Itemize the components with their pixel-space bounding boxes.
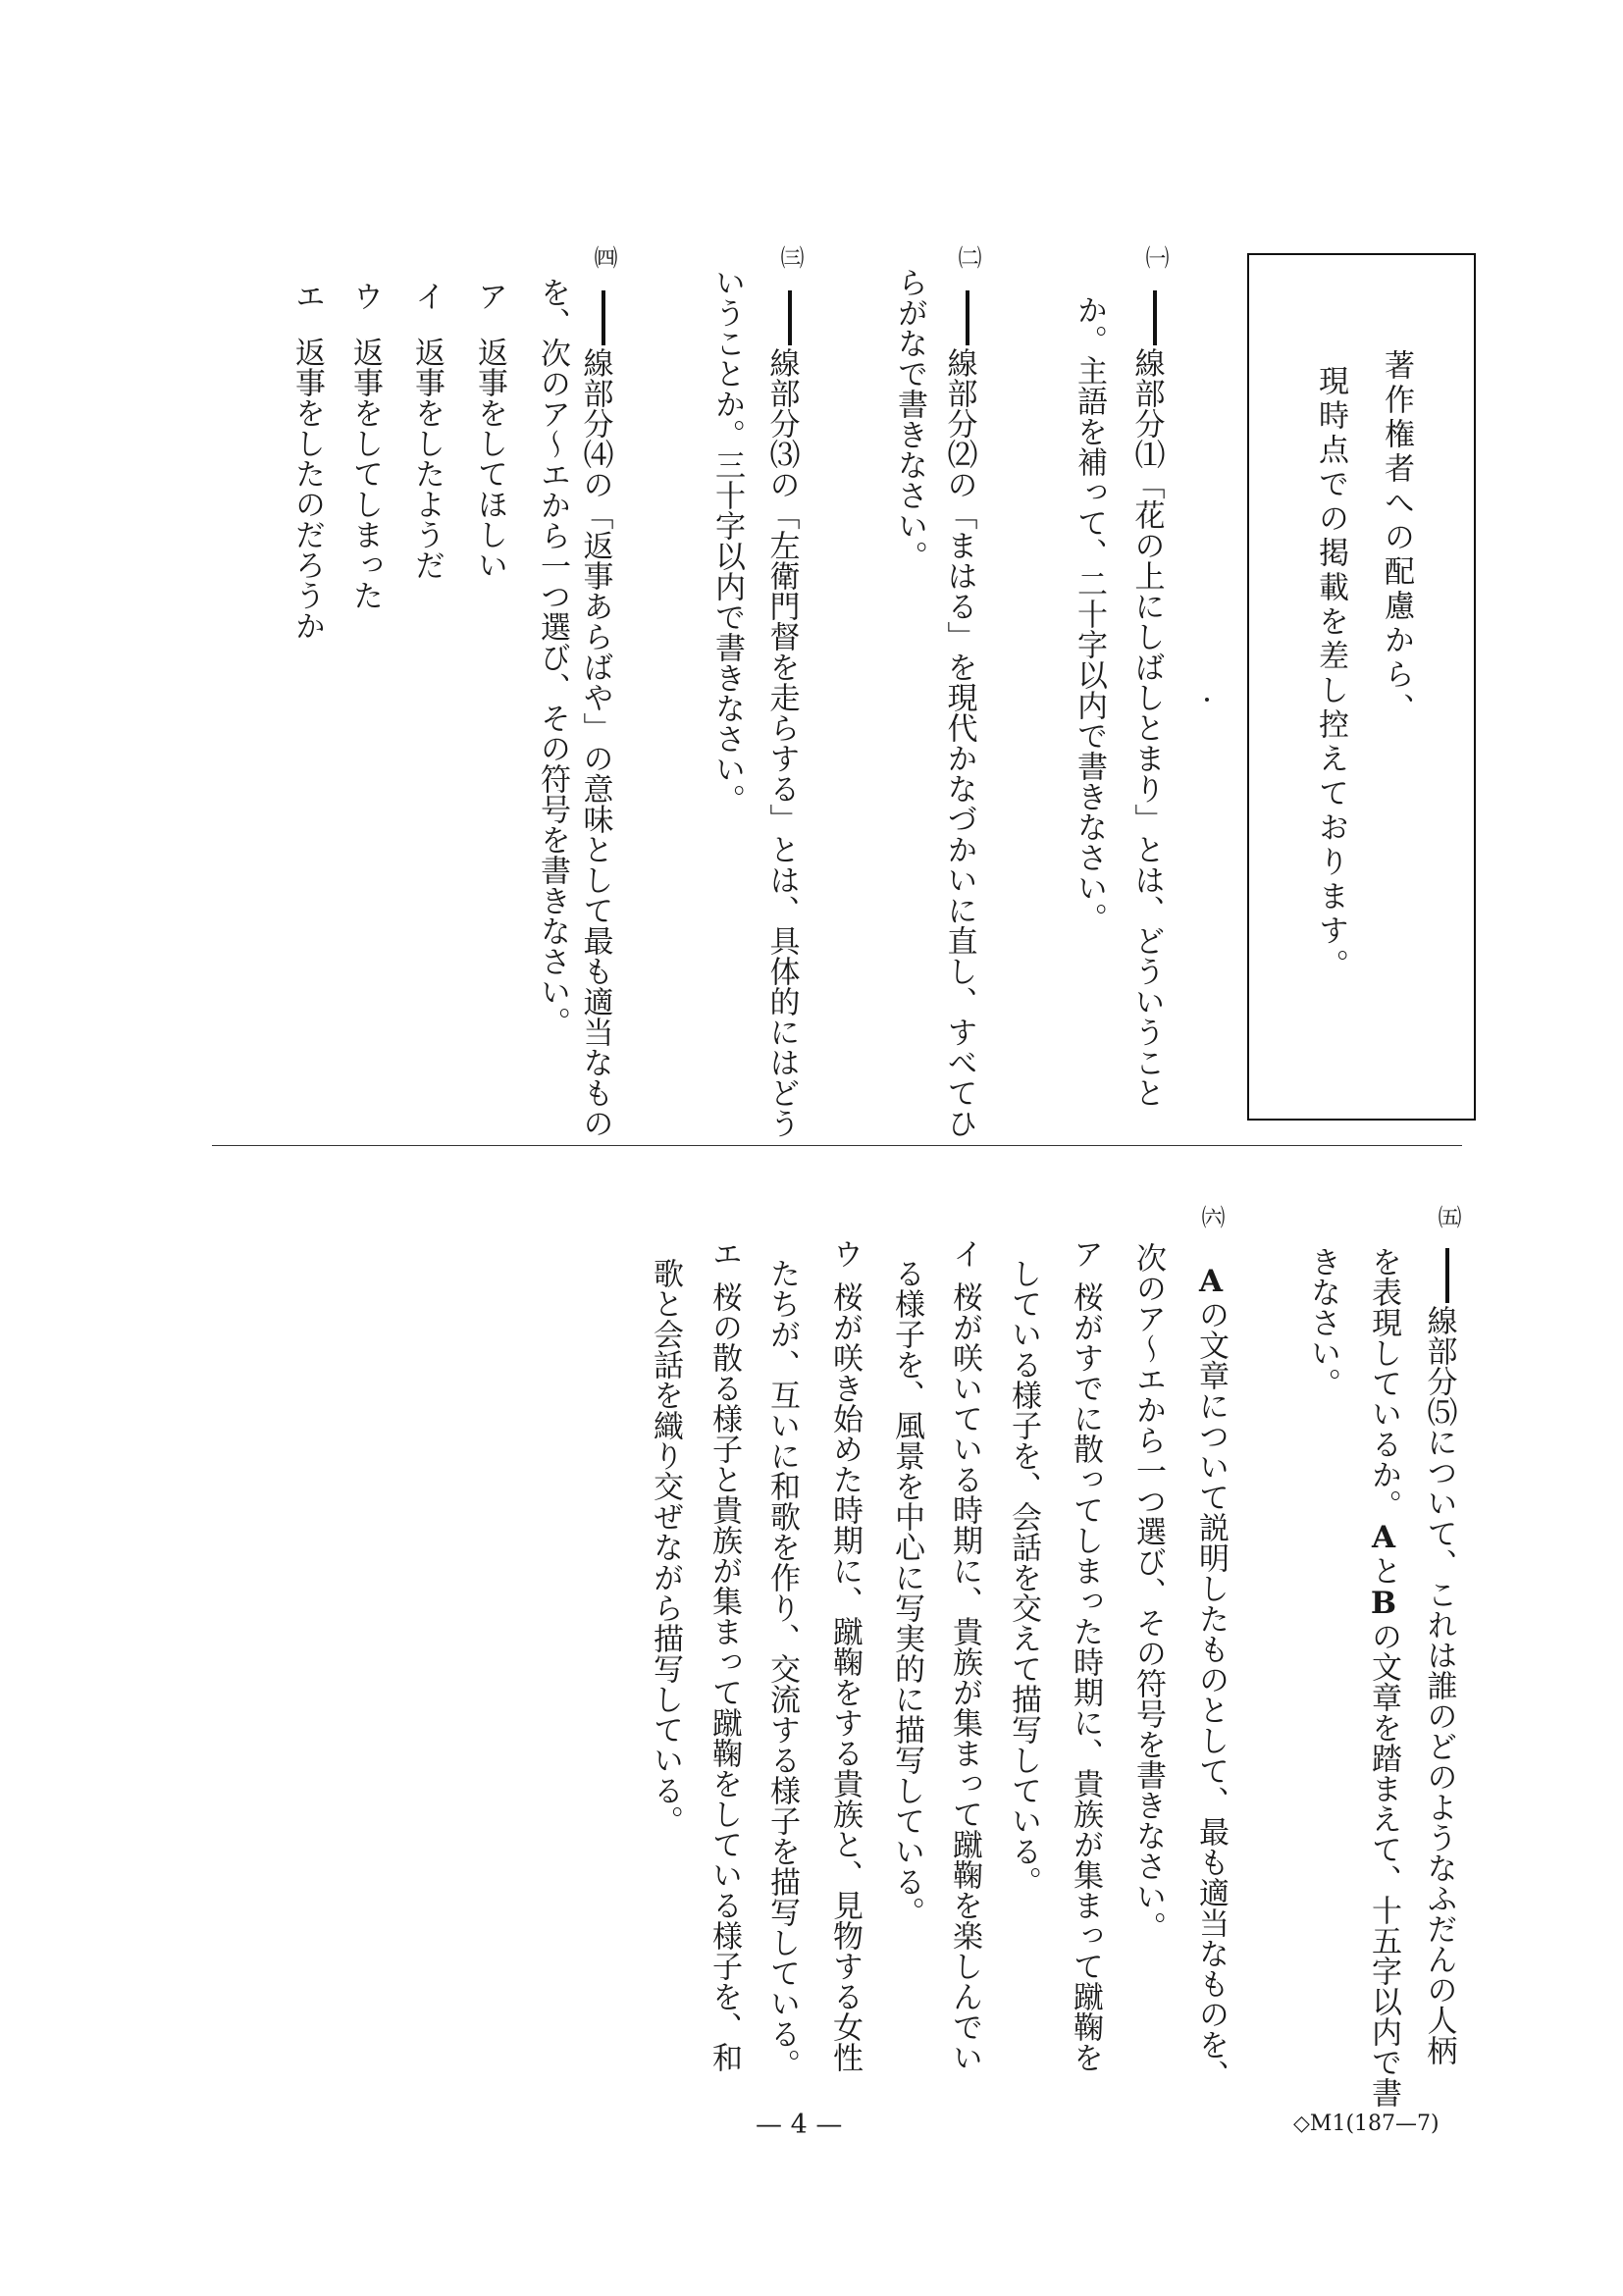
text-segment: 著作権者への配慮から、 xyxy=(1379,349,1414,727)
question-5-line xyxy=(1421,1248,1465,2065)
text-segment: 桜が咲き始めた時期に、蹴鞠をする貴族と、見物する女性 xyxy=(827,1281,863,2072)
text-segment: 線部分⑶の「左衛門督を走らする」とは、具体的にはどう xyxy=(763,347,800,1138)
text-segment: 歌と会話を織り交ぜながら描写している。 xyxy=(648,1258,683,1836)
option-text xyxy=(827,1281,863,2072)
question-1-line xyxy=(1072,294,1107,933)
question-5-marker: ㈤ xyxy=(1434,1205,1461,1228)
text-segment: たちが、互いに和歌を作り、交流する様子を描写している。 xyxy=(764,1258,800,2079)
question-6-line xyxy=(1130,1242,1166,1942)
text-segment: 返事をしたようだ xyxy=(409,337,445,580)
option-text xyxy=(347,337,383,610)
option-letter: エ xyxy=(289,281,325,311)
text-segment: いうことか。三十字以内で書きなさい。 xyxy=(709,267,745,814)
text-segment: か。主語を補って、二十字以内で書きなさい。 xyxy=(1072,294,1107,933)
question-2-line xyxy=(941,290,985,1138)
exam-code: ◇M1(187—7) xyxy=(1293,2112,1440,2136)
question-6-marker: ㈥ xyxy=(1197,1205,1225,1228)
question-2-line xyxy=(892,267,927,571)
option-text xyxy=(409,337,445,580)
option-text xyxy=(289,337,325,641)
option-text xyxy=(472,337,507,580)
text-segment: している様子を、会話を交えて描写している。 xyxy=(1006,1258,1041,1897)
option-letter: エ xyxy=(707,1238,742,1269)
text-segment: 返事をしてほしい xyxy=(472,337,507,580)
option-letter: ウ xyxy=(347,281,383,311)
bold-label: B xyxy=(1366,1586,1401,1621)
option-letter: ア xyxy=(1068,1238,1103,1269)
text-segment: 線部分⑵の「まはる」を現代かなづかいに直し、すべてひ xyxy=(941,347,977,1138)
question-1-line xyxy=(1128,290,1173,1108)
text-segment: を、次のア～エから一つ選び、その符号を書きなさい。 xyxy=(535,277,570,1037)
question-1-marker: ㈠ xyxy=(1141,245,1169,269)
question-5-line xyxy=(1366,1246,1401,2108)
text-segment: を表現しているか。 xyxy=(1366,1246,1401,1520)
underline-reference-dash xyxy=(966,290,969,345)
question-4-marker: ㈣ xyxy=(590,245,617,269)
underline-reference-dash xyxy=(602,290,605,345)
option-letter: ウ xyxy=(827,1238,863,1269)
section-divider xyxy=(212,1145,1462,1146)
text-segment: 返事をしたのだろうか xyxy=(289,337,325,641)
question-4-line xyxy=(535,277,570,1037)
option-letter: ア xyxy=(472,281,507,311)
question-6-line xyxy=(1193,1264,1229,2090)
question-4-line xyxy=(577,290,621,1138)
option-text xyxy=(764,1258,800,2079)
text-segment: 返事をしてしまった xyxy=(347,337,383,610)
dot-mark xyxy=(1205,698,1209,702)
underline-reference-dash xyxy=(1445,1248,1449,1303)
page-number: — 4 — xyxy=(756,2110,843,2140)
copyright-notice-box xyxy=(1247,253,1476,1121)
option-letter: イ xyxy=(947,1238,982,1269)
question-3-line xyxy=(763,290,808,1138)
option-text xyxy=(1068,1281,1103,2072)
bold-label: A xyxy=(1193,1264,1229,1299)
underline-reference-dash xyxy=(788,290,792,345)
question-3-marker: ㈢ xyxy=(776,245,804,269)
text-segment: 線部分⑴「花の上にしばしとまり」とは、どういうこと xyxy=(1128,347,1165,1108)
text-segment: きなさい。 xyxy=(1305,1246,1340,1398)
text-segment: と xyxy=(1366,1555,1401,1586)
option-text xyxy=(648,1258,683,1836)
text-segment: の文章を踏まえて、十五字以内で書 xyxy=(1366,1621,1401,2108)
text-segment: 桜がすでに散ってしまった時期に、貴族が集まって蹴鞠を xyxy=(1068,1281,1103,2072)
text-segment: らがなで書きなさい。 xyxy=(892,267,927,571)
question-5-line xyxy=(1305,1246,1340,1398)
text-segment: 桜の散る様子と貴族が集まって蹴鞠をしている様子を、和 xyxy=(707,1281,742,2072)
underline-reference-dash xyxy=(1153,290,1157,345)
text-segment: 線部分⑷の「返事あらばや」の意味として最も適当なもの xyxy=(577,347,613,1138)
option-letter: イ xyxy=(409,281,445,311)
bold-label: A xyxy=(1366,1520,1401,1555)
option-text xyxy=(889,1258,924,1927)
text-segment: の文章について説明したものとして、最も適当なものを、 xyxy=(1193,1299,1229,2090)
text-segment: る様子を、風景を中心に写実的に描写している。 xyxy=(889,1258,924,1927)
option-text xyxy=(707,1281,742,2072)
option-text xyxy=(947,1281,982,2072)
option-text xyxy=(1006,1258,1041,1897)
notice-line xyxy=(1313,365,1348,983)
question-2-marker: ㈡ xyxy=(954,245,981,269)
text-segment: 桜が咲いている時期に、貴族が集まって蹴鞠を楽しんでい xyxy=(947,1281,982,2072)
text-segment: 線部分⑸について、これは誰のどのようなふだんの人柄 xyxy=(1421,1305,1457,2065)
text-segment: 現時点での掲載を差し控えております。 xyxy=(1313,365,1348,983)
question-3-line xyxy=(709,267,745,814)
text-segment: 次のア～エから一つ選び、その符号を書きなさい。 xyxy=(1130,1242,1166,1942)
notice-line xyxy=(1379,349,1414,727)
